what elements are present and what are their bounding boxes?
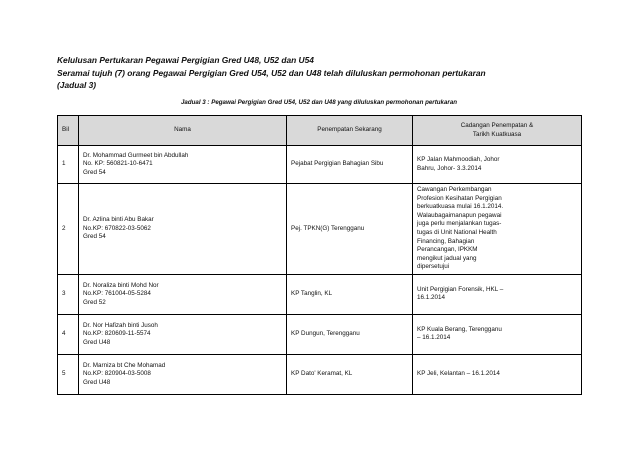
grade-line: Gred 54: [83, 168, 106, 176]
cell-penempatan: KP Dungun, Terengganu: [287, 314, 413, 354]
heading-summary: Seramai tujuh (7) orang Pegawai Pergigian Gred U54, U52 dan U48 telah diluluskan permohonan pertukaran: [57, 67, 486, 78]
cell-penempatan: KP Tanglin, KL: [287, 274, 413, 314]
transfer-table: [57, 115, 582, 395]
cell-cadangan: [413, 274, 582, 314]
cadangan-line: Cawangan Perkembangan: [417, 186, 492, 193]
cell-bil: 2: [58, 184, 79, 275]
cell-penempatan: KP Dato' Keramat, KL: [287, 354, 413, 394]
ic-line: No.KP: 761004-05-5284: [83, 290, 151, 298]
heading-table-ref: (Jadual 3): [57, 80, 97, 90]
grade-line: Gred 52: [83, 298, 106, 306]
cadangan-line: KP Jeli, Kelantan – 16.1.2014: [417, 370, 500, 378]
table-caption: Jadual 3 : Pegawai Pergigian Gred U54, U52 dan U48 yang diluluskan permohonan pertukaran: [180, 99, 458, 106]
cadangan-line: dipersetujui: [417, 263, 450, 271]
cadangan-line: Perancangan, IPKKM: [417, 246, 478, 254]
name-line: Dr. Marniza bt Che Mohamad: [83, 361, 166, 369]
ic-line: No. KP: 560821-10-6471: [83, 160, 153, 168]
header-cadangan-line: Tarikh Kuatkuasa: [472, 130, 522, 138]
grade-line: Gred 54: [83, 233, 106, 241]
name-line: Dr. Nor Hafizah binti Jusoh: [83, 321, 158, 329]
name-line: Dr. Mohammad Gurmeet bin Abdullah: [83, 151, 189, 159]
table-row: [58, 274, 582, 314]
header-nama: Nama: [79, 116, 287, 146]
cell-cadangan: [413, 184, 582, 275]
cadangan-line: KP Jalan Mahmoodiah, Johor: [417, 155, 500, 163]
cadangan-line: – 16.1.2014: [417, 334, 451, 342]
cell-nama: [79, 354, 287, 394]
name-line: Dr. Azlina binti Abu Bakar: [83, 216, 154, 224]
cell-nama: [79, 314, 287, 354]
grade-line: Gred U48: [83, 338, 111, 346]
cadangan-line: Financing, Bahagian: [417, 237, 475, 245]
cadangan-line: Unit Pergigian Forensik, HKL –: [417, 285, 504, 293]
cadangan-line: Walaubagaimanapun pegawai: [417, 211, 502, 219]
cadangan-line: mengikut jadual yang: [417, 254, 477, 262]
ic-line: No.KP: 820904-03-5008: [83, 370, 151, 378]
table-row: [58, 354, 582, 394]
heading-title: Kelulusan Pertukaran Pegawai Pergigian Gred U48, U52 dan U54: [57, 55, 314, 65]
ic-line: No.KP: 670822-03-5062: [83, 224, 151, 232]
cell-penempatan: Pej. TPKN(G) Terengganu: [287, 184, 413, 275]
cadangan-line: Bahru, Johor- 3.3.2014: [417, 164, 482, 172]
cell-bil: 3: [58, 274, 79, 314]
cadangan-line: tugas di Unit National Health: [417, 228, 497, 236]
header-cadangan-line: Cadangan Penempatan &: [460, 121, 534, 129]
cell-penempatan: Pejabat Pergigian Bahagian Sibu: [287, 146, 413, 184]
table-header-row: [58, 116, 582, 146]
cell-nama: [79, 274, 287, 314]
cadangan-line: juga perlu menjalankan tugas-: [417, 220, 502, 228]
ic-line: No.KP: 820609-11-5574: [83, 330, 151, 338]
cell-bil: 1: [58, 146, 79, 184]
cadangan-line: berkuatkuasa mulai 16.1.2014.: [417, 203, 504, 211]
table-row: [58, 314, 582, 354]
name-line: Dr. Noraliza binti Mohd Nor: [83, 281, 159, 289]
header-cadangan: [413, 116, 582, 146]
cell-nama: [79, 146, 287, 184]
cadangan-line: KP Kuala Berang, Terengganu: [417, 325, 502, 333]
grade-line: Gred U48: [83, 378, 111, 386]
table-row: [58, 184, 582, 275]
header-bil: Bil: [58, 116, 79, 146]
header-penempatan: Penempatan Sekarang: [287, 116, 413, 146]
cell-cadangan: [413, 314, 582, 354]
cell-bil: 4: [58, 314, 79, 354]
cadangan-line: Profesion Kesihatan Pergigian: [417, 194, 502, 202]
table-row: [58, 146, 582, 184]
cell-nama: [79, 184, 287, 275]
document-heading: [57, 54, 617, 92]
cadangan-line: 16.1.2014: [417, 294, 446, 302]
cell-cadangan: [413, 146, 582, 184]
cell-bil: 5: [58, 354, 79, 394]
cell-cadangan: [413, 354, 582, 394]
